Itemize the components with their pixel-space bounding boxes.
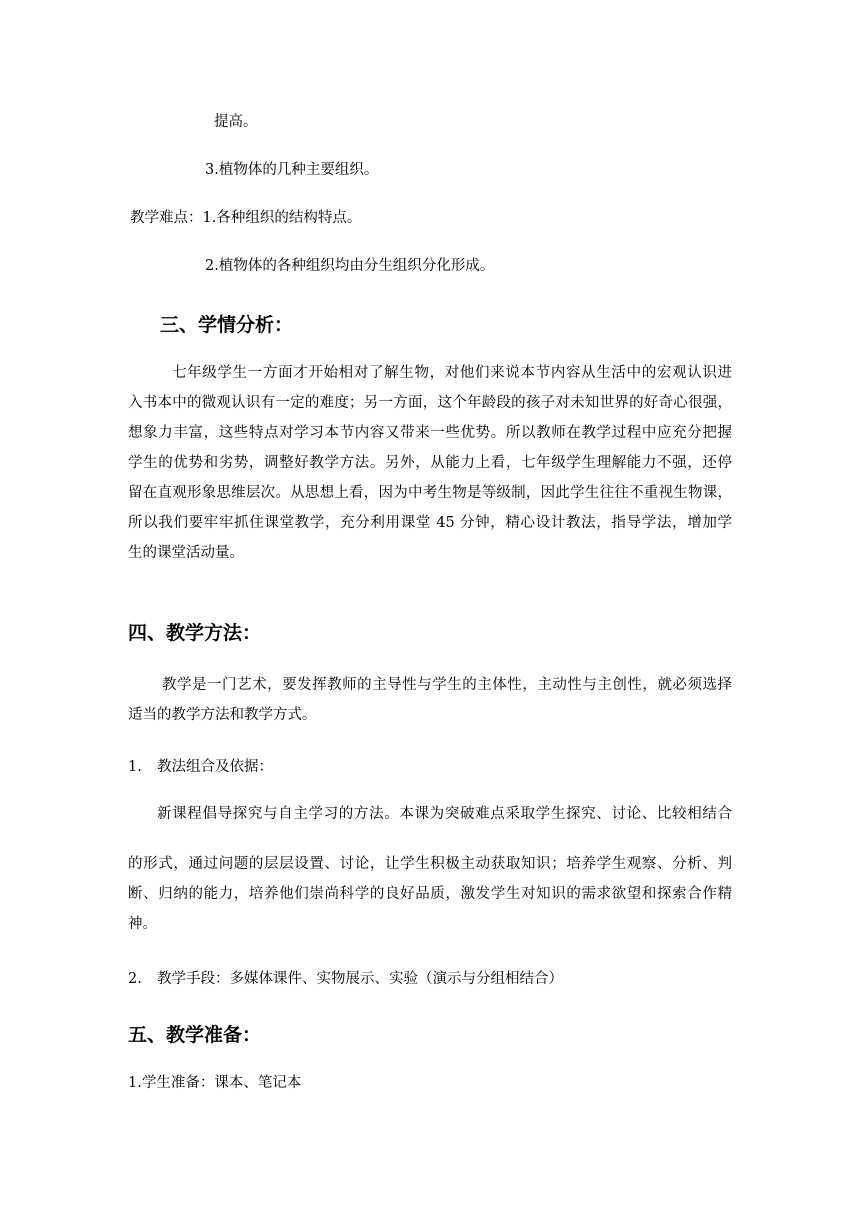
prep-item-1: 1.学生准备：课本、笔记本 <box>128 1075 302 1091</box>
method-item-1-text: 教法组合及依据： <box>157 759 273 775</box>
para-line: 的形式，通过问题的层层设置、讨论，让学生积极主动获取知识；培养学生观察、分析、判 <box>128 856 732 872</box>
method-item-1-first-line <box>128 799 732 829</box>
method-item-1-number: 1. <box>128 759 142 775</box>
para-line: 入书本中的微观认识有一定的难度；另一方面，这个年龄段的孩子对未知世界的好奇心很强， <box>128 395 732 411</box>
para-line: 所以我们要牢牢抓住课堂教学，充分利用课堂 45 分钟，精心设计教法，指导学法，增加学 <box>128 515 732 531</box>
line-difficulty-2: 2.植物体的各种组织均由分生组织分化形成。 <box>205 258 495 274</box>
para-line: 生的课堂活动量。 <box>128 545 244 561</box>
section-3-heading: 三、学情分析： <box>160 314 294 336</box>
line-difficulty-1: 教学难点：1.各种组织的结构特点。 <box>130 210 362 226</box>
method-item-2 <box>128 969 563 989</box>
para-line: 留在直观形象思维层次。从思想上看，因为中考生物是等级制，因此学生往往不重视生物课， <box>128 485 732 501</box>
section-3-paragraph <box>128 358 732 568</box>
para-line: 七年级学生一方面才开始相对了解生物，对他们来说本节内容从生活中的宏观认识进 <box>172 365 732 381</box>
para-line: 想象力丰富，这些特点对学习本节内容又带来一些优势。所以教师在教学过程中应充分把握 <box>128 425 732 441</box>
method-item-2-number: 2. <box>128 971 142 987</box>
method-item-1 <box>128 757 273 777</box>
para-line: 学生的优势和劣势，调整好教学方法。另外，从能力上看，七年级学生理解能力不强，还停 <box>128 455 732 471</box>
line-tigao: 提高。 <box>214 114 258 130</box>
section-4-intro <box>128 670 732 730</box>
method-item-2-text: 教学手段：多媒体课件、实物展示、实验（演示与分组相结合） <box>157 971 563 987</box>
section-4-heading: 四、教学方法： <box>128 622 262 644</box>
para-line: 新课程倡导探究与自主学习的方法。本课为突破难点采取学生探究、讨论、比较相结合 <box>157 806 732 822</box>
line-key-point-3: 3.植物体的几种主要组织。 <box>205 162 379 178</box>
section-5-heading: 五、教学准备： <box>128 1024 262 1046</box>
para-line: 适当的教学方法和教学方式。 <box>128 707 317 723</box>
para-line: 断、归纳的能力，培养他们崇尚科学的良好品质，激发学生对知识的需求欲望和探索合作精 <box>128 886 732 902</box>
method-item-1-body <box>128 849 732 939</box>
para-line: 教学是一门艺术，要发挥教师的主导性与学生的主体性，主动性与主创性，就必须选择 <box>162 677 732 693</box>
para-line: 神。 <box>128 916 157 932</box>
